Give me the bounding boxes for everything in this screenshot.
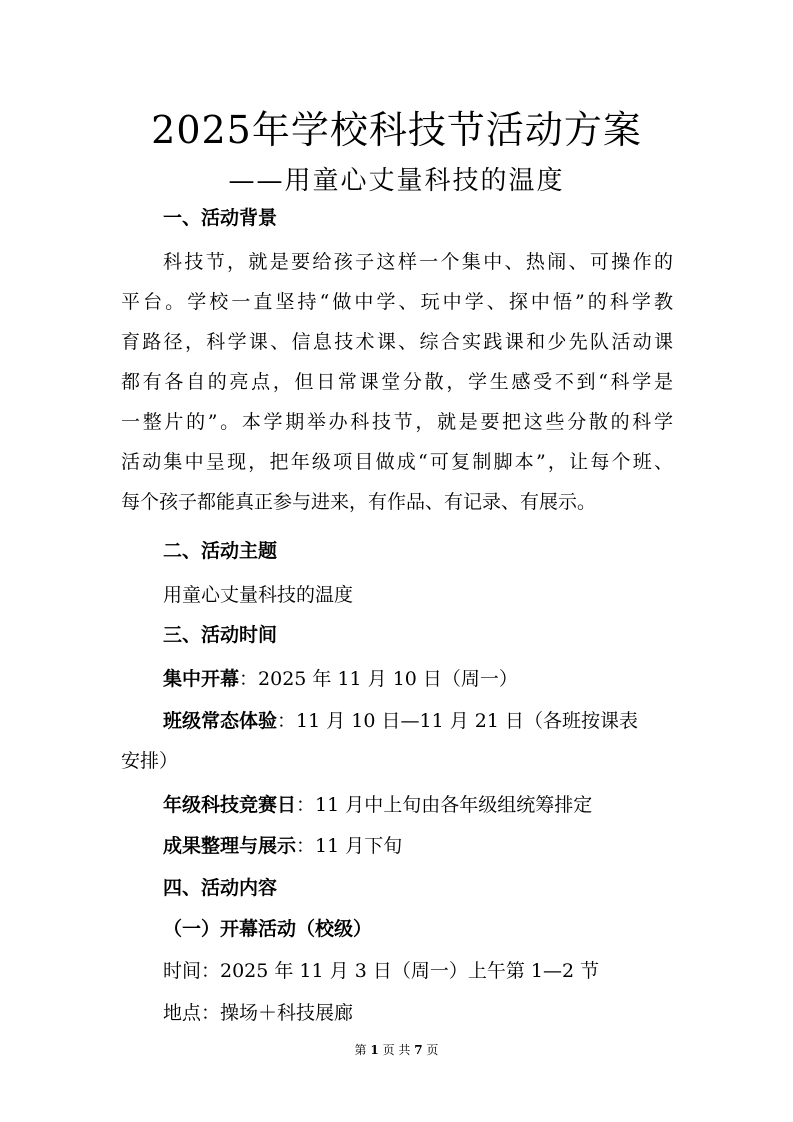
- time-item-continued: [121, 746, 178, 776]
- time-item-label: 成果整理与展示: [163, 835, 297, 857]
- theme-text: 用童心丈量科技的温度: [163, 584, 354, 606]
- time-item-label: 班级常态体验: [163, 710, 278, 732]
- time-item: [163, 706, 638, 736]
- opening-time-line: 时间：2025 年 11 月 3 日（周一）上午第 1—2 节: [163, 960, 600, 982]
- section-heading-background: 一、活动背景: [163, 207, 278, 229]
- time-item-label: 集中开幕: [163, 668, 240, 690]
- time-item-text: ：11 月 10 日—11 月 21 日（各班按课表: [277, 710, 638, 732]
- time-item-text: 安排）: [121, 750, 179, 772]
- paragraph-line: 每个孩子都能真正参与进来，有作品、有记录、有展示。: [121, 491, 597, 513]
- footer-prefix: 第: [354, 1043, 367, 1057]
- time-item: [163, 664, 518, 694]
- page-footer: [0, 1042, 793, 1058]
- paragraph-line: 育路径，科学课、信息技术课、综合实践课和少先队活动课: [121, 331, 673, 353]
- footer-total-pages: 7: [414, 1043, 423, 1057]
- footer-middle: 页 共: [382, 1043, 411, 1057]
- time-item-text: ：2025 年 11 月 10 日（周一）: [239, 668, 518, 690]
- document-subtitle: ——用童心丈量科技的温度: [228, 166, 565, 196]
- paragraph-line: 一整片的”。本学期举办科技节，就是要把这些分散的科学: [121, 411, 673, 433]
- section-heading-content: 四、活动内容: [163, 877, 278, 899]
- time-item-label: 年级科技竞赛日: [163, 794, 297, 816]
- sub-heading-opening: （一）开幕活动（校级）: [163, 918, 373, 940]
- paragraph-line: 都有各自的亮点，但日常课堂分散，学生感受不到“科学是: [121, 371, 673, 393]
- time-item: [163, 790, 592, 820]
- time-item-text: ：11 月中上旬由各年级组统筹排定: [296, 794, 593, 816]
- section-heading-time: 三、活动时间: [163, 624, 278, 646]
- document-title: 2025年学校科技节活动方案: [151, 108, 642, 152]
- time-item: [163, 831, 402, 861]
- footer-page-number: 1: [370, 1043, 379, 1057]
- footer-suffix: 页: [426, 1043, 439, 1057]
- paragraph-line: 平台。学校一直坚持“做中学、玩中学、探中悟”的科学教: [121, 291, 673, 313]
- opening-place-line: 地点：操场＋科技展廊: [163, 1002, 354, 1024]
- paragraph-line: 活动集中呈现，把年级项目做成“可复制脚本”，让每个班、: [121, 451, 673, 473]
- paragraph-line: 科技节，就是要给孩子这样一个集中、热闹、可操作的: [163, 251, 673, 273]
- time-item-text: ：11 月下旬: [296, 835, 403, 857]
- section-heading-theme: 二、活动主题: [163, 540, 278, 562]
